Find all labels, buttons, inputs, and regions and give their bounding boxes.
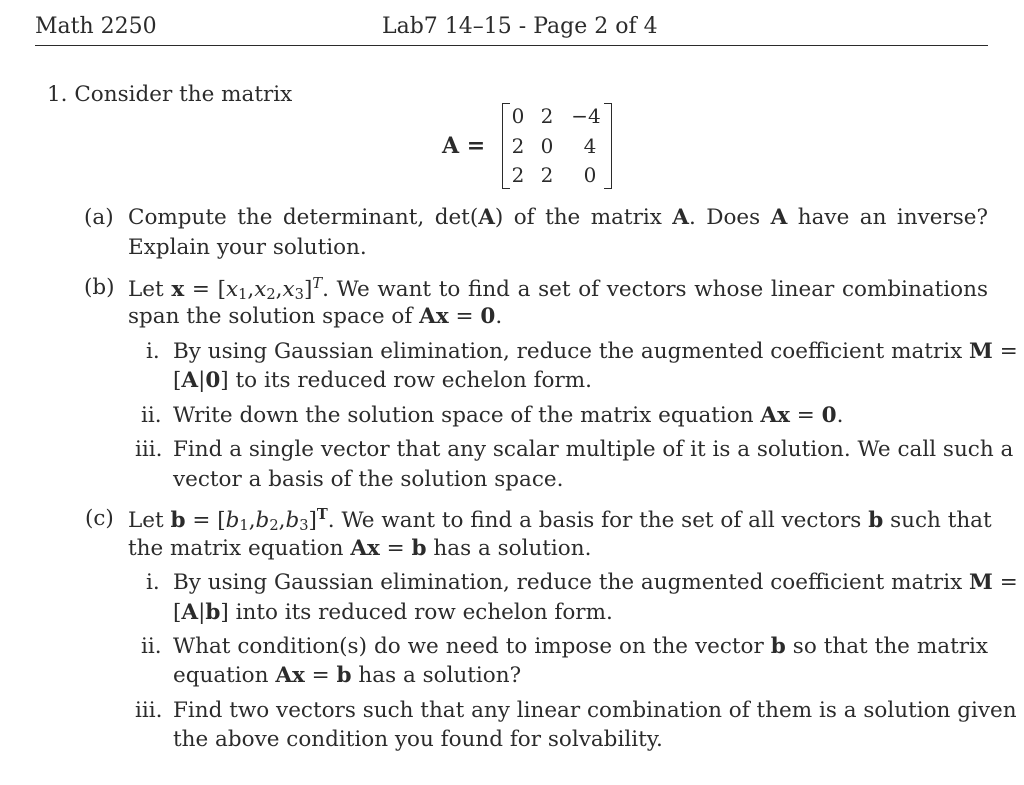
part-b-iii-label: iii. bbox=[135, 437, 163, 462]
part-a-label: (a) bbox=[84, 205, 114, 230]
part-c-ii-line-2: equation Ax = b has a solution? bbox=[173, 663, 522, 688]
part-c-iii-label: iii. bbox=[135, 698, 163, 723]
part-b-ii-label: ii. bbox=[141, 403, 162, 428]
part-c-i-line-2: [A|b] into its reduced row echelon form. bbox=[173, 600, 613, 625]
part-c-label: (c) bbox=[85, 506, 114, 531]
part-c-line-2: the matrix equation Ax = b has a solution. bbox=[128, 536, 592, 561]
problem-1-intro bbox=[47, 82, 292, 107]
part-b-i-line-2: [A|0] to its reduced row echelon form. bbox=[173, 368, 593, 393]
matrix-cell: 0 bbox=[540, 134, 554, 158]
part-c-i-label: i. bbox=[146, 570, 160, 595]
part-c-iii-line-2: the above condition you found for solvability. bbox=[173, 727, 663, 752]
matrix-cell: 2 bbox=[540, 163, 554, 187]
matrix-cell: 0 bbox=[583, 163, 597, 187]
part-b-line-2: span the solution space of Ax = 0. bbox=[128, 304, 503, 329]
part-b-iii-line-2: vector a basis of the solution space. bbox=[173, 467, 564, 492]
matrix-cell: −4 bbox=[571, 104, 601, 128]
part-b-iii-line-1: Find a single vector that any scalar multiple of it is a solution. We call such a bbox=[173, 437, 1014, 462]
part-c-i-line-1: By using Gaussian elimination, reduce the augmented coefficient matrix M = bbox=[173, 570, 1018, 595]
matrix-cell: 2 bbox=[540, 104, 554, 128]
header-page-info: Lab7 14–15 - Page 2 of 4 bbox=[382, 14, 658, 39]
matrix-cell: 2 bbox=[511, 134, 525, 158]
part-c-line-1: Let $b = [b_1,b_2,b_3]^T$. We want to find a basis for the set of all vectors b such that bbox=[128, 506, 992, 535]
part-b-i-label: i. bbox=[146, 339, 160, 364]
part-c-ii-line-1: What condition(s) do we need to impose on the vector b so that the matrix bbox=[173, 634, 988, 659]
matrix-cell: 0 bbox=[511, 104, 525, 128]
part-b-ii-line-1: Write down the solution space of the matrix equation Ax = 0. bbox=[173, 403, 844, 428]
part-b-i-line-1: By using Gaussian elimination, reduce the augmented coefficient matrix M = bbox=[173, 339, 1018, 364]
matrix-cell: 4 bbox=[583, 134, 597, 158]
part-b-line-1: Let $x = [x_1,x_2,x_3]^T$. We want to find a set of vectors whose linear combinations bbox=[128, 275, 988, 304]
matrix-cell: 2 bbox=[511, 163, 525, 187]
header-course: Math 2250 bbox=[35, 14, 157, 39]
part-b-label: (b) bbox=[84, 275, 115, 300]
matrix-bracket-right bbox=[604, 103, 612, 189]
problem-number: 1. bbox=[47, 82, 68, 107]
header-rule bbox=[35, 45, 988, 46]
part-a-line-2: Explain your solution. bbox=[128, 235, 367, 260]
problem-intro-text: Consider the matrix bbox=[74, 82, 293, 107]
part-a-line-1: Compute the determinant, det(A) of the matrix A. Does A have an inverse? bbox=[128, 205, 989, 230]
matrix-label: A = bbox=[442, 133, 486, 159]
part-c-ii-label: ii. bbox=[141, 634, 162, 659]
part-c-iii-line-1: Find two vectors such that any linear combination of them is a solution given bbox=[173, 698, 1017, 723]
